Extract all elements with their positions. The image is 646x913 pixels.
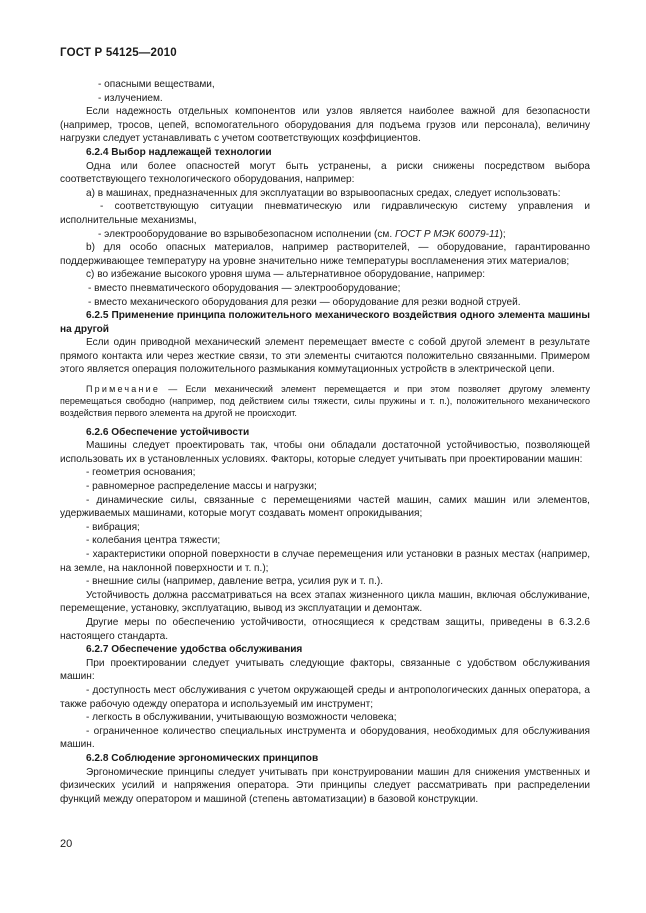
list-item: - ограниченное количество специальных инструмента и оборудования, необходимых для обслуживания машин. xyxy=(60,725,590,751)
section-heading-6-2-7: 6.2.7 Обеспечение удобства обслуживания xyxy=(86,644,303,656)
list-item: - легкость в обслуживании, учитывающую возможности человека; xyxy=(86,712,397,724)
list-item xyxy=(60,228,590,242)
section-heading-6-2-6: 6.2.6 Обеспечение устойчивости xyxy=(86,426,250,438)
list-item: - динамические силы, связанные с перемещениями частей машин, самих машин или элементов, удерживаемых машинами, которые могут создавать момент опрокидывания; xyxy=(60,494,590,520)
list-item: - опасными веществами, xyxy=(98,79,215,90)
paragraph: Устойчивость должна рассматриваться на всех этапах жизненного цикла машин, включая обслуживание, перемещение, установку, эксплуатацию, вывод из эксплуатации и демонтаж. xyxy=(60,589,590,615)
document-body xyxy=(60,78,590,806)
paragraph: При проектировании следует учитывать следующие факторы, связанные с удобством обслуживания машин: xyxy=(60,657,590,683)
list-item: - внешние силы (например, давление ветра, усилия рук и т. п.). xyxy=(86,576,384,588)
list-item-a: а) в машинах, предназначенных для эксплуатации во взрывоопасных средах, следует использовать: xyxy=(86,187,561,199)
page-number: 20 xyxy=(60,838,73,850)
list-item: - вместо механического оборудования для резки — оборудование для резки водной струей. xyxy=(88,296,521,308)
list-item xyxy=(60,200,590,227)
list-item: - доступность мест обслуживания с учетом окружающей среды и антропологических данных оператора, а также рабочую одежду оператора и используемый им инструмент; xyxy=(60,684,590,710)
note xyxy=(60,383,590,420)
list-item: - равномерное распределение массы и нагрузки; xyxy=(86,481,317,493)
list-item-b: b) для особо опасных материалов, например растворителей, — оборудование, гарантированно поддерживающее температуру на уровне значительно ниже температуры воспламенения этих материалов; xyxy=(60,242,590,267)
note-label: Примечание xyxy=(86,384,161,395)
section-heading-6-2-5: 6.2.5 Применение принципа положительного механического воздействия одного элемента машины на другой xyxy=(60,310,590,335)
list-item: - излучением. xyxy=(98,92,163,104)
paragraph: Одна или более опасностей могут быть устранены, а риски снижены посредством выбора соответствующего технологического оборудования, например: xyxy=(60,160,590,186)
list-item: - колебания центра тяжести; xyxy=(86,535,221,547)
page-header: ГОСТ Р 54125—2010 xyxy=(60,47,177,59)
paragraph: Эргономические принципы следует учитывать при конструировании машин для снижения умственных и физических усилий и напряжения оператора. Эти принципы следует рассматривать при распределении функций между оператором и машиной (степень автоматизации) в базовой конструкции. xyxy=(60,766,590,805)
paragraph: Если надежность отдельных компонентов или узлов является наиболее важной для безопасности (например, тросов, цепей, вспомогательного оборудования для подъема грузов или персонала), величину нагрузки следует устанавливать с учетом соответствующих коэффициентов. xyxy=(60,106,590,145)
list-item-c: с) во избежание высокого уровня шума — альтернативное оборудование, например: xyxy=(86,269,486,281)
list-item-text: ); xyxy=(499,228,506,240)
paragraph: Машины следует проектировать так, чтобы они обладали достаточной устойчивостью, позволяющей использовать их в установленных условиях. Факторы, которые следует учитывать при проектировании машин: xyxy=(60,440,590,465)
list-item-text: - соответствующую ситуации пневматическую или гидравлическую систему управления и исполнительные механизмы, xyxy=(60,201,590,226)
section-heading-6-2-8: 6.2.8 Соблюдение эргономических принципов xyxy=(86,752,319,764)
list-item-text: - электрооборудование во взрывобезопасном исполнении (см. xyxy=(98,228,395,240)
list-item: - геометрия основания; xyxy=(86,467,196,479)
list-item: - характеристики опорной поверхности в случае перемещения или установки в разных местах (например, на земле, на наклонной поверхности и т. п.); xyxy=(60,549,590,574)
list-item: - вместо пневматического оборудования — электрооборудование; xyxy=(88,282,401,294)
paragraph: Если один приводной механический элемент перемещает вместе с собой другой элемент в результате прямого контакта или через жесткие связи, то эти элементы считаются положительно связанными. Примером этого является операция положительного размыкания коммутационных устройств в электрической цепи. xyxy=(60,337,590,376)
section-heading-6-2-4: 6.2.4 Выбор надлежащей технологии xyxy=(86,146,272,158)
list-item: - вибрация; xyxy=(86,521,140,533)
standard-reference: ГОСТ Р МЭК 60079-11 xyxy=(394,228,500,240)
paragraph: Другие меры по обеспечению устойчивости, относящиеся к средствам защиты, приведены в 6.3.2.6 настоящего стандарта. xyxy=(60,616,590,642)
note-text: — Если механический элемент перемещается и при этом позволяет другому элементу перемещаться свободно (например, под действием силы тяжести, силы пружины и т. п.), положительного механического воздействия первого элемента на другой не происходит. xyxy=(60,384,590,419)
